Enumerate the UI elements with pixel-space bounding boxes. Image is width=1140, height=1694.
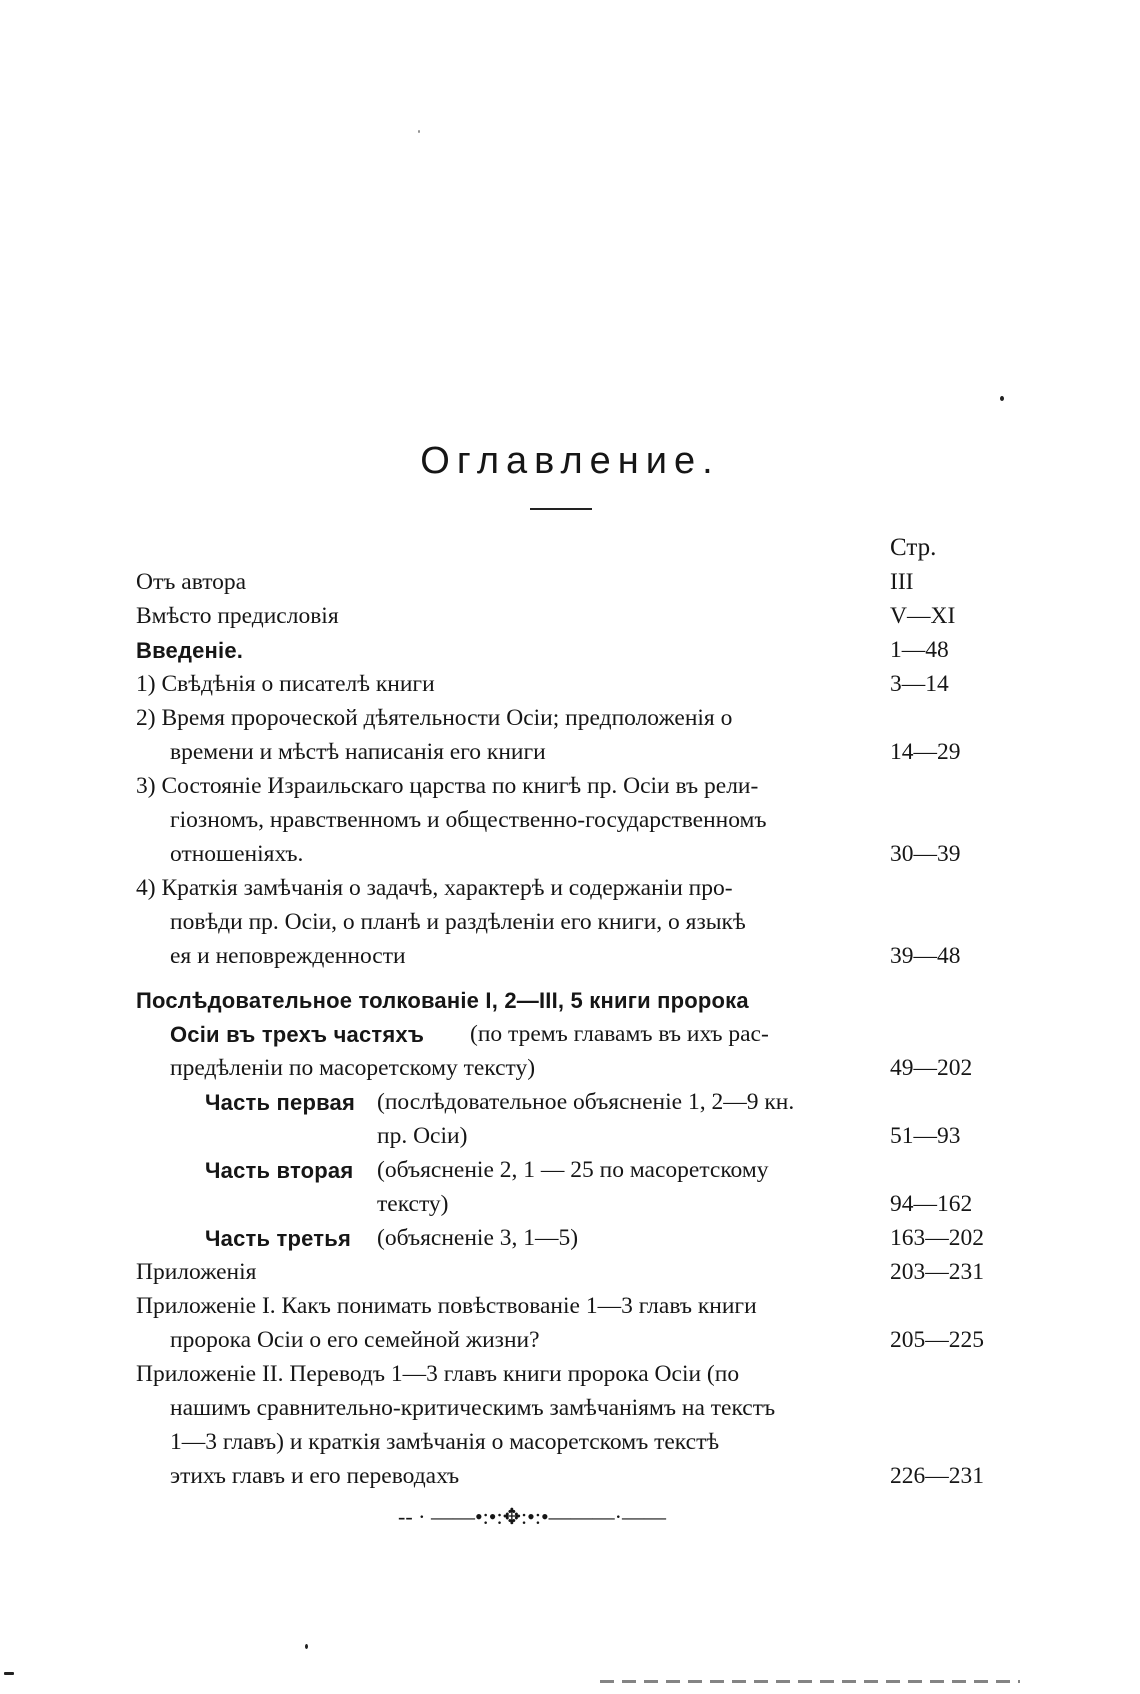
part-title: Часть третья bbox=[205, 1226, 352, 1251]
toc-entry-continuation: времени и мѣстѣ написанія его книги bbox=[170, 739, 546, 765]
toc-entry: Часть первая (послѣдовательное объясненіе 1, 2—9 кн. bbox=[205, 1086, 905, 1119]
ink-speck bbox=[1000, 396, 1004, 401]
toc-entry bbox=[136, 702, 906, 735]
scan-edge-strip bbox=[600, 1680, 1020, 1683]
toc-entry-continuation: гіозномъ, нравственномъ и общественно-государственномъ bbox=[170, 807, 767, 833]
part-title: Часть первая bbox=[205, 1090, 356, 1115]
toc-entry-continuation: ея и неповрежденности bbox=[170, 943, 406, 969]
toc-entry bbox=[136, 770, 906, 803]
entry-title: Вмѣсто предисловія bbox=[136, 603, 339, 629]
entry-title: Приложеніе I. Какъ понимать повѣствованіе 1—3 главъ книги bbox=[136, 1293, 757, 1319]
toc-entry-continuation: предѣленіи по масоретскому тексту) bbox=[170, 1055, 536, 1081]
toc-entry-continuation: пр. Осіи) bbox=[377, 1123, 468, 1149]
toc-entry: Часть третья (объясненіе 3, 1—5) bbox=[205, 1222, 896, 1255]
entry-title: Приложеніе II. Переводъ 1—3 главъ книги пророка Осіи (по bbox=[136, 1361, 740, 1387]
entry-title: 3) Состояніе Израильскаго царства по книгѣ пр. Осіи въ рели- bbox=[136, 773, 759, 799]
page-column-label: Стр. bbox=[890, 534, 937, 561]
entry-title: 2) Время пророческой дѣятельности Осіи; предположенія о bbox=[136, 705, 733, 731]
toc-entry-continuation: нашимъ сравнительно-критическимъ замѣчаніямъ на текстъ bbox=[170, 1395, 776, 1421]
entry-title: 1) Свѣдѣнія о писателѣ книги bbox=[136, 671, 435, 697]
entry-title: Приложенія bbox=[136, 1259, 257, 1285]
toc-entry-continuation: тексту) bbox=[377, 1191, 449, 1217]
toc-entry-continuation: повѣди пр. Осіи, о планѣ и раздѣленіи его книги, о языкѣ bbox=[170, 909, 746, 935]
closing-ornament: -- · ——•:•:✥:•:•———·—— bbox=[398, 1504, 666, 1529]
entry-title-bold: Послѣдовательное толкованіе I, 2—III, 5 книги пророка bbox=[136, 988, 749, 1013]
toc-entry bbox=[136, 566, 896, 599]
entry-title-bold: Осіи въ трехъ частяхъ bbox=[170, 1022, 425, 1047]
toc-entry bbox=[136, 634, 896, 667]
toc-entry-continuation: пророка Осіи о его семейной жизни? bbox=[170, 1327, 540, 1353]
toc-entry bbox=[136, 1256, 896, 1289]
toc-entry bbox=[136, 668, 896, 701]
entry-title: Введеніе. bbox=[136, 638, 244, 663]
entry-title: Отъ автора bbox=[136, 569, 247, 595]
ink-speck bbox=[418, 130, 420, 133]
entry-title: 4) Краткія замѣчанія о задачѣ, характерѣ и содержаніи про- bbox=[136, 875, 733, 901]
document-page: Оглавление. Стр. Отъ автора III Вмѣсто предисловія V—XI Введеніе. 1—48 1) Свѣдѣнія о писателѣ книги 3—14 2) Время пророческой дѣятельности Осіи; предположенія о времени и мѣстѣ написанія его книги 14—29 3) Состояніе Израильскаго царства по книгѣ пр. Осіи въ рели- гіозномъ, нравственномъ и общественно-государственномъ отношеніяхъ. 30—39 4) Краткія замѣчанія о задачѣ, характерѣ и содержаніи про- повѣди пр. Осіи, о планѣ и раздѣленіи его книги, о языкѣ ея и неповрежденности 39—48 Послѣдовательное толкованіе I, 2—III, 5 книги пророка Осіи въ трехъ частяхъ (по тремъ главамъ въ ихъ рас- предѣленіи по масоретскому тексту) 49—202 Часть первая (послѣдовательное объясненіе 1, 2—9 кн. пр. Осіи) 51—93 Часть вторая (объясненіе 2, 1 — 25 по масоретскому тексту) 94—162 Часть третья (объясненіе 3, 1—5) 163—202 Приложенія 203—231 Приложеніе I. Какъ понимать повѣствованіе 1—3 главъ книги пророка Осіи о его семейной жизни? 205—225 Приложеніе II. Переводъ 1—3 главъ книги пророка Осіи (по нашимъ сравнительно-критическимъ замѣчаніямъ на текстъ 1—3 главъ) и краткія замѣчанія о масоретскомъ текстѣ этихъ главъ и его переводахъ 226—231 -- · ——•:•:✥:•:•———·—— bbox=[0, 0, 1140, 1694]
toc-entry: Часть вторая (объясненіе 2, 1 — 25 по масоретскому bbox=[205, 1154, 905, 1187]
part-title: Часть вторая bbox=[205, 1158, 354, 1183]
toc-entry bbox=[136, 1358, 916, 1391]
toc-entry-continuation: отношеніяхъ. bbox=[170, 841, 304, 867]
toc-entry bbox=[136, 872, 906, 905]
ink-speck bbox=[305, 1644, 308, 1649]
title-rule bbox=[530, 508, 592, 510]
page-title: Оглавление. bbox=[420, 440, 720, 482]
toc-entry-continuation: Осіи въ трехъ частяхъ (по тремъ главамъ въ ихъ рас- bbox=[170, 1018, 910, 1051]
toc-entry bbox=[136, 1290, 916, 1323]
toc-entry bbox=[136, 600, 896, 633]
toc-entry-continuation: этихъ главъ и его переводахъ bbox=[170, 1463, 460, 1489]
toc-entry bbox=[136, 984, 916, 1017]
toc-entry-continuation: 1—3 главъ) и краткія замѣчанія о масоретскомъ текстѣ bbox=[170, 1429, 720, 1455]
ink-speck bbox=[4, 1672, 14, 1675]
